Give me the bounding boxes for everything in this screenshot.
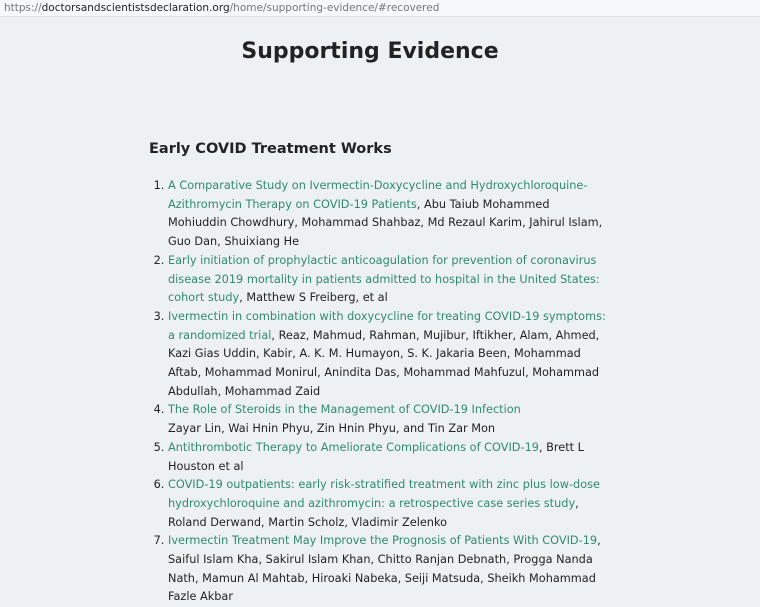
section-heading: Early COVID Treatment Works — [149, 141, 392, 157]
reference-item — [168, 252, 608, 308]
page-title: Supporting Evidence — [241, 39, 499, 64]
reference-item — [168, 401, 608, 438]
reference-authors: , Roland Derwand, Martin Scholz, Vladimir Zelenko — [168, 496, 579, 529]
reference-item — [168, 177, 608, 252]
reference-authors: , Reaz, Mahmud, Rahman, Mujibur, Iftikher, Alam, Ahmed, Kazi Gias Uddin, Kabir, A. K. M. Humayon, S. K. Jakaria Been, Mohammad Aftab, Mohammad Monirul, Anindita Das, Mohammad Mahfuzul, Mohammad Abdullah, Mohammad Zaid — [168, 328, 600, 398]
reference-authors: , Saiful Islam Kha, Sakirul Islam Khan, Chitto Ranjan Debnath, Progga Nanda Nath, Mamun Al Mahtab, Hiroaki Nabeka, Seiji Matsuda, Sheikh Mohammad Fazle Akbar — [168, 534, 601, 604]
url-scheme: https:// — [4, 2, 42, 14]
reference-link[interactable]: Ivermectin in combination with doxycycline for treating COVID-19 symptoms: a randomized trial — [168, 309, 606, 342]
reference-link[interactable]: Ivermectin Treatment May Improve the Prognosis of Patients With COVID-19 — [168, 534, 598, 548]
reference-item — [168, 439, 608, 476]
reference-authors: , Matthew S Freiberg, et al — [239, 291, 388, 305]
url-path: /home/supporting-evidence/#recovered — [229, 2, 440, 14]
reference-item — [168, 532, 608, 607]
reference-link[interactable]: Early initiation of prophylactic anticoagulation for prevention of coronavirus disease 2019 mortality in patients admitted to hospital in the United States: cohort study — [168, 253, 600, 305]
reference-link[interactable]: COVID-19 outpatients: early risk-stratified treatment with zinc plus low-dose hydroxychloroquine and azithromycin: a retrospective case series study — [168, 478, 600, 510]
reference-item — [168, 476, 608, 532]
reference-authors: , Abu Taiub Mohammed Mohiuddin Chowdhury, Mohammad Shahbaz, Md Rezaul Karim, Jahirul Islam, Guo Dan, Shuixiang He — [168, 197, 603, 249]
reference-link[interactable]: A Comparative Study on Ivermectin-Doxycycline and Hydroxychloroquine-Azithromycin Therapy on COVID-19 Patients — [168, 179, 588, 211]
page-content — [0, 17, 760, 604]
reference-item — [168, 308, 608, 402]
reference-link[interactable]: The Role of Steroids in the Management of COVID-19 Infection — [168, 403, 521, 417]
reference-list — [150, 177, 608, 607]
address-bar[interactable] — [0, 0, 760, 17]
reference-authors: , Brett L Houston et al — [168, 440, 584, 473]
reference-link[interactable]: Antithrombotic Therapy to Ameliorate Complications of COVID-19 — [168, 440, 539, 454]
url-host: doctorsandscientistsdeclaration.org — [41, 2, 230, 14]
reference-authors: Zayar Lin, Wai Hnin Phyu, Zin Hnin Phyu, and Tin Zar Mon — [168, 422, 496, 436]
